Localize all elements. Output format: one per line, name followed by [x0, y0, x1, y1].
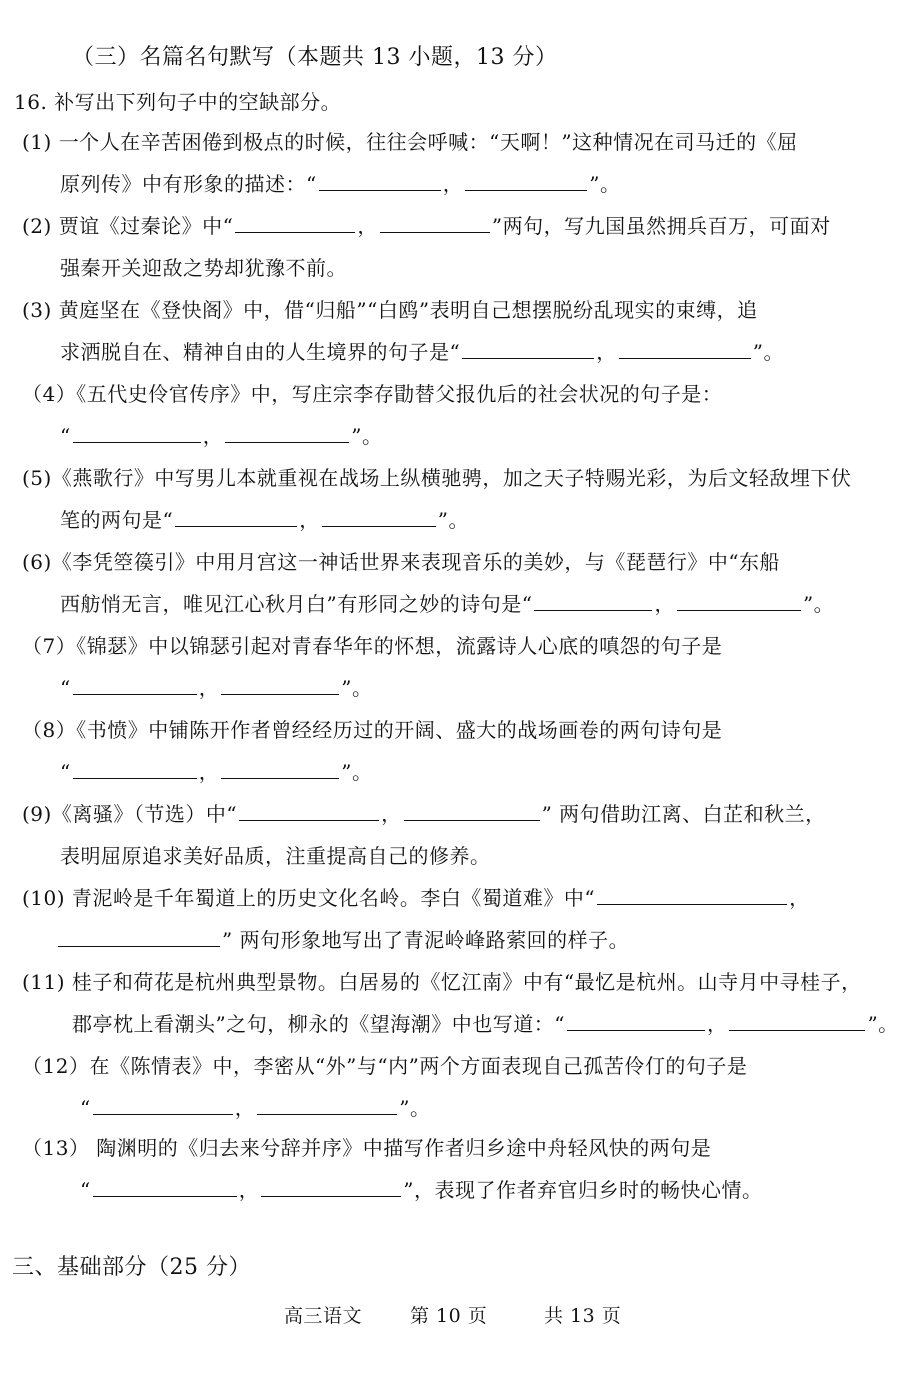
item-11-line-1: (11) 桂子和荷花是杭州典型景物。白居易的《忆江南》中有“最忆是杭州。山寺月中寻桂子，: [22, 970, 862, 994]
question-heading: 16. 补写出下列句子中的空缺部分。: [14, 90, 342, 114]
item-6-line-2: 西舫悄无言，唯见江心秋月白”有形同之妙的诗句是“ ， ”。: [60, 592, 835, 616]
answer-blank[interactable]: [239, 800, 379, 821]
footer-total-pages: 共 13 页: [544, 1305, 622, 1327]
item-3-line-2: 求洒脱自在、精神自由的人生境界的句子是“ ， ”。: [60, 340, 784, 364]
item-2-line-2: 强秦开关迎敌之势却犹豫不前。: [60, 256, 347, 280]
answer-blank[interactable]: [462, 338, 594, 359]
answer-blank[interactable]: [319, 170, 441, 191]
answer-blank[interactable]: [261, 1176, 401, 1197]
item-3-line-1: (3) 黄庭坚在《登快阁》中，借“归船”“白鸥”表明自己想摆脱纷乱现实的束缚，追: [22, 298, 758, 322]
answer-blank[interactable]: [619, 338, 751, 359]
item-11-line-2: 郡亭枕上看潮头”之句，柳永的《望海潮》中也写道：“ ， ”。: [72, 1012, 899, 1036]
item-9-line-1: (9)《离骚》（节选）中“ ， ” 两句借助江离、白芷和秋兰，: [22, 802, 826, 826]
answer-blank[interactable]: [175, 506, 297, 527]
answer-blank[interactable]: [93, 1094, 233, 1115]
item-6-line-1: (6)《李凭箜篌引》中用月宫这一神话世界来表现音乐的美妙，与《琵琶行》中“东船: [22, 550, 781, 574]
answer-blank[interactable]: [567, 1010, 705, 1031]
item-4-line-1: （4）《五代史伶官传序》中，写庄宗李存勖替父报仇后的社会状况的句子是：: [22, 382, 723, 406]
answer-blank[interactable]: [677, 590, 801, 611]
answer-blank[interactable]: [58, 926, 220, 947]
footer-page-number: 第 10 页: [410, 1305, 488, 1327]
item-12-line-1: （12）在《陈情表》中，李密从“外”与“内”两个方面表现自己孤苦伶仃的句子是: [22, 1054, 748, 1078]
answer-blank[interactable]: [597, 884, 787, 905]
answer-blank[interactable]: [225, 422, 349, 443]
answer-blank[interactable]: [73, 674, 197, 695]
item-8-line-2: “ ， ”。: [60, 760, 373, 784]
answer-blank[interactable]: [534, 590, 652, 611]
item-2-line-1: (2) 贾谊《过秦论》中“ ， ”两句，写九国虽然拥兵百万，可面对: [22, 214, 831, 238]
answer-blank[interactable]: [221, 674, 339, 695]
item-5-line-2: 笔的两句是“ ， ”。: [60, 508, 469, 532]
item-7-line-2: “ ， ”。: [60, 676, 373, 700]
answer-blank[interactable]: [322, 506, 436, 527]
answer-blank[interactable]: [465, 170, 587, 191]
answer-blank[interactable]: [93, 1176, 237, 1197]
item-10-line-1: (10) 青泥岭是千年蜀道上的历史文化名岭。李白《蜀道难》中“ ，: [22, 886, 810, 910]
answer-blank[interactable]: [257, 1094, 397, 1115]
item-13-line-1: （13） 陶渊明的《归去来兮辞并序》中描写作者归乡途中舟轻风快的两句是: [22, 1136, 712, 1160]
item-10-line-2: ” 两句形象地写出了青泥岭峰路萦回的样子。: [56, 926, 629, 954]
item-5-line-1: (5)《燕歌行》中写男儿本就重视在战场上纵横驰骋，加之天子特赐光彩，为后文轻敌埋下伏: [22, 466, 852, 490]
item-8-line-1: （8）《书愤》中铺陈开作者曾经经历过的开阔、盛大的战场画卷的两句诗句是: [22, 718, 723, 742]
section-title: （三）名篇名句默写（本题共 13 小题，13 分）: [72, 45, 558, 70]
item-7-line-1: （7）《锦瑟》中以锦瑟引起对青春华年的怀想，流露诗人心底的嗔怨的句子是: [22, 634, 723, 658]
answer-blank[interactable]: [73, 758, 197, 779]
item-13-line-2: “ ， ”，表现了作者弃官归乡时的畅快心情。: [80, 1178, 763, 1202]
item-4-line-2: “ ， ”。: [60, 424, 383, 448]
answer-blank[interactable]: [73, 422, 201, 443]
answer-blank[interactable]: [729, 1010, 865, 1031]
item-12-line-2: “ ， ”。: [80, 1096, 431, 1120]
answer-blank[interactable]: [235, 212, 355, 233]
item-1-line-1: (1) 一个人在辛苦困倦到极点的时候，往往会呼喊：“天啊！”这种情况在司马迁的《屈: [22, 130, 798, 154]
part-three-heading: 三、基础部分（25 分）: [12, 1255, 251, 1280]
item-1-line-2: 原列传》中有形象的描述：“ ， ”。: [60, 172, 621, 196]
answer-blank[interactable]: [404, 800, 540, 821]
answer-blank[interactable]: [380, 212, 490, 233]
item-9-line-2: 表明屈原追求美好品质，注重提高自己的修养。: [60, 844, 491, 868]
footer-subject: 高三语文: [284, 1305, 363, 1327]
answer-blank[interactable]: [221, 758, 339, 779]
